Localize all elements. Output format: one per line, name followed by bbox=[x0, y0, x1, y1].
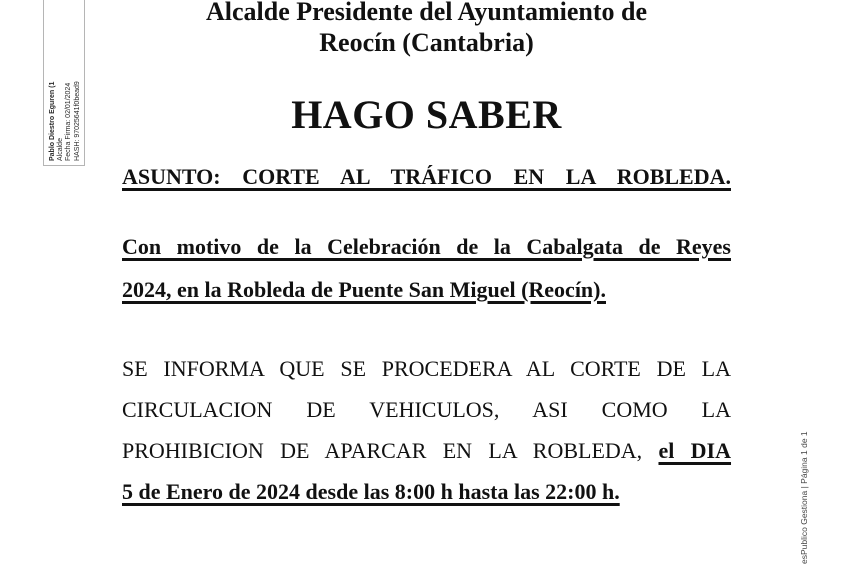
signature-hash: HASH: 97025641f0bead9 bbox=[73, 81, 81, 161]
info-line-3 bbox=[122, 430, 731, 471]
document-body bbox=[122, 0, 731, 512]
signature-stamp-text bbox=[49, 0, 82, 161]
motive-line-1: Con motivo de la Celebración de la Cabalgata de Reyes bbox=[122, 234, 731, 259]
motive-paragraph bbox=[122, 225, 731, 311]
authority-title-line1: Alcalde Presidente del Ayuntamiento de bbox=[205, 0, 647, 26]
info-line-2: CIRCULACION DE VEHICULOS, ASI COMO LA bbox=[122, 397, 731, 422]
info-line-1: SE INFORMA QUE SE PROCEDERA AL CORTE DE LA bbox=[122, 356, 731, 381]
subject-line bbox=[122, 162, 731, 192]
proclamation-heading: HAGO SABER bbox=[291, 92, 562, 137]
motive-line-2: 2024, en la Robleda de Puente San Miguel (Reocín). bbox=[122, 277, 606, 302]
signer-name: Pablo Diestro Eguren (1 bbox=[49, 81, 56, 161]
subject-text: ASUNTO: CORTE AL TRÁFICO EN LA ROBLEDA. bbox=[122, 164, 731, 189]
info-line-3-emphasis: el DIA bbox=[658, 438, 732, 463]
platform-page-note: esPublico Gestiona | Página 1 de 1 bbox=[799, 431, 809, 564]
info-paragraph bbox=[122, 348, 731, 512]
authority-title bbox=[122, 0, 731, 58]
info-line-4: 5 de Enero de 2024 desde las 8:00 h hasta las 22:00 h. bbox=[122, 479, 620, 504]
signer-role: Alcalde bbox=[57, 138, 65, 161]
info-line-3-text: PROHIBICION DE APARCAR EN LA ROBLEDA, bbox=[122, 438, 659, 463]
signature-stamp-box bbox=[43, 0, 85, 166]
signature-date: Fecha Firma: 02/01/2024 bbox=[65, 82, 73, 161]
authority-title-line2: Reocín (Cantabria) bbox=[319, 28, 534, 57]
